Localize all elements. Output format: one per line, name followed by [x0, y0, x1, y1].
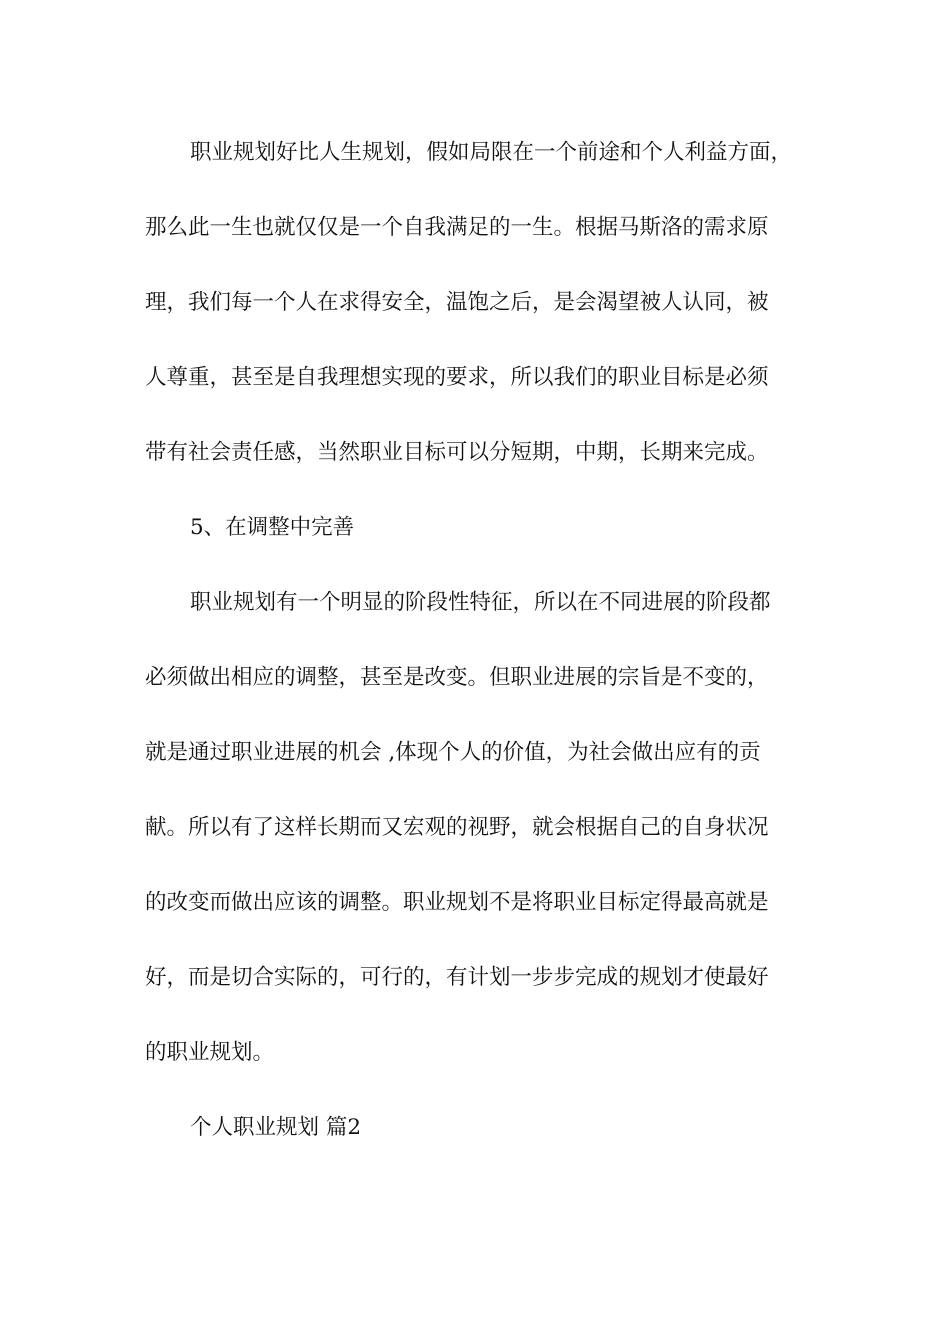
article-heading-part-2: 个人职业规划 篇2: [190, 1115, 362, 1140]
paragraph-line: 带有社会责任感，当然职业目标可以分短期，中期，长期来完成。: [145, 440, 769, 465]
paragraph-line: 的职业规划。: [145, 1040, 275, 1065]
paragraph-line: 职业规划有一个明显的阶段性特征，所以在不同进展的阶段都: [190, 590, 771, 615]
section-heading-adjust-improve: 5、在调整中完善: [190, 515, 355, 540]
paragraph-line: 好，而是切合实际的，可行的，有计划一步步完成的规划才使最好: [145, 965, 769, 990]
paragraph-career-planning-life: [145, 128, 810, 503]
paragraph-line: 理，我们每一个人在求得安全，温饱之后，是会渴望被人认同，被: [145, 290, 769, 315]
paragraph-line: 的改变而做出应该的调整。职业规划不是将职业目标定得最高就是: [145, 890, 769, 915]
paragraph-line: 人尊重，甚至是自我理想实现的要求，所以我们的职业目标是必须: [145, 365, 769, 390]
paragraph-line: 就是通过职业进展的机会 ,体现个人的价值，为社会做出应有的贡: [145, 740, 761, 765]
paragraph-line: 必须做出相应的调整，甚至是改变。但职业进展的宗旨是不变的，: [145, 665, 769, 690]
paragraph-line: 职业规划好比人生规划，假如局限在一个前途和个人利益方面，: [190, 140, 793, 165]
paragraph-stage-adjustment: [145, 578, 810, 1103]
paragraph-line: 那么此一生也就仅仅是一个自我满足的一生。根据马斯洛的需求原: [145, 215, 769, 240]
document-body: [145, 128, 810, 1178]
paragraph-line: 献。所以有了这样长期而又宏观的视野，就会根据自己的自身状况: [145, 815, 769, 840]
